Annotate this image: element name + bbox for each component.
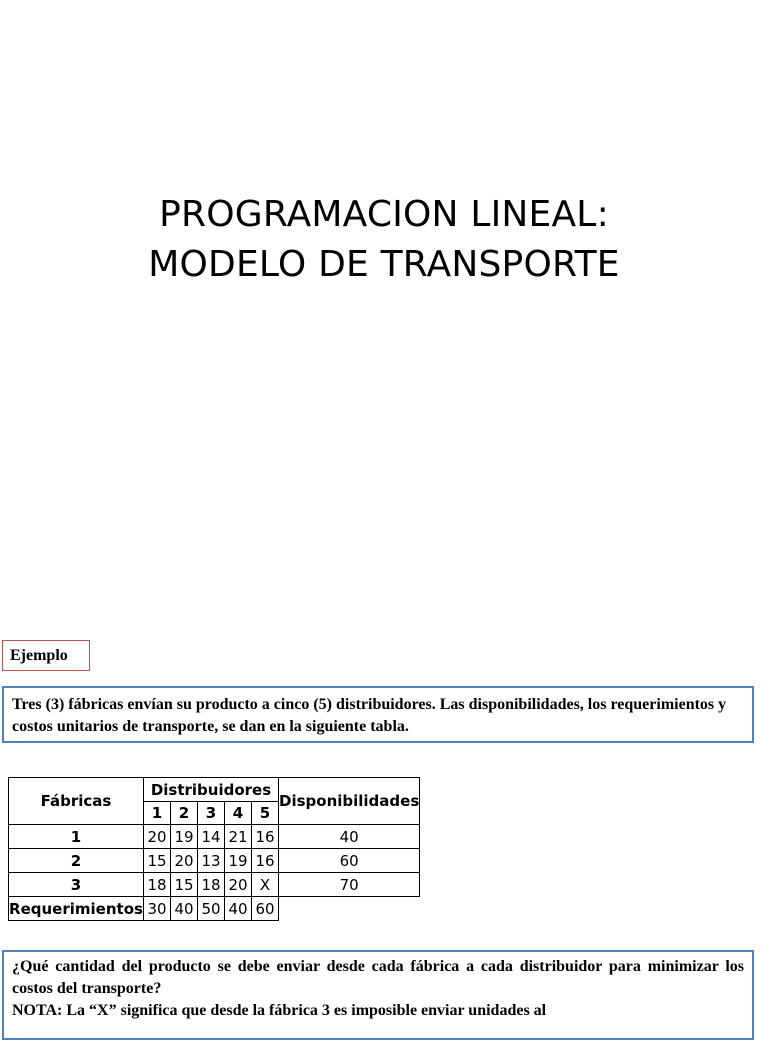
requirement-cell: 30 (144, 897, 171, 921)
empty-cell (279, 897, 420, 921)
header-disponibilidades: Disponibilidades (279, 778, 420, 825)
distributor-number: 4 (225, 802, 252, 825)
requirement-cell: 50 (198, 897, 225, 921)
cost-cell: 19 (225, 849, 252, 873)
cost-cell: 16 (252, 849, 279, 873)
cost-cell: 20 (144, 825, 171, 849)
requirements-label: Requerimientos (9, 897, 144, 921)
header-distribuidores: Distribuidores (144, 778, 279, 802)
requirements-row (9, 897, 420, 921)
availability-cell: 40 (279, 825, 420, 849)
factory-label: 1 (9, 825, 144, 849)
question-text: ¿Qué cantidad del producto se debe enviar desde cada fábrica a cada distribuidor para minimizar los costos del transporte? (12, 958, 744, 997)
cost-cell: 20 (171, 849, 198, 873)
cost-cell: 21 (225, 825, 252, 849)
distributor-number: 5 (252, 802, 279, 825)
requirement-cell: 60 (252, 897, 279, 921)
cost-cell: X (252, 873, 279, 897)
availability-cell: 70 (279, 873, 420, 897)
title-line-2: MODELO DE TRANSPORTE (148, 244, 620, 285)
cost-cell: 18 (144, 873, 171, 897)
header-fabricas: Fábricas (9, 778, 144, 825)
question-box (2, 950, 754, 1040)
cost-cell: 20 (225, 873, 252, 897)
distributor-number: 1 (144, 802, 171, 825)
table-row (9, 849, 420, 873)
transport-cost-table (8, 777, 420, 921)
distributor-number: 2 (171, 802, 198, 825)
availability-cell: 60 (279, 849, 420, 873)
title-line-1: PROGRAMACION LINEAL: (159, 194, 609, 235)
note-text: NOTA: La “X” significa que desde la fábrica 3 es imposible enviar unidades al (12, 1002, 547, 1019)
requirement-cell: 40 (171, 897, 198, 921)
cost-cell: 19 (171, 825, 198, 849)
cost-cell: 14 (198, 825, 225, 849)
table-row (9, 873, 420, 897)
table-row (9, 825, 420, 849)
slide-title (0, 190, 768, 290)
problem-statement: Tres (3) fábricas envían su producto a cinco (5) distribuidores. Las disponibilidades, los requerimientos y costos unitarios de transporte, se dan en la siguiente tabla. (2, 686, 754, 743)
factory-label: 2 (9, 849, 144, 873)
cost-cell: 18 (198, 873, 225, 897)
requirement-cell: 40 (225, 897, 252, 921)
distributor-number: 3 (198, 802, 225, 825)
cost-cell: 15 (144, 849, 171, 873)
cost-cell: 13 (198, 849, 225, 873)
example-label: Ejemplo (2, 640, 90, 671)
factory-label: 3 (9, 873, 144, 897)
cost-cell: 16 (252, 825, 279, 849)
cost-cell: 15 (171, 873, 198, 897)
